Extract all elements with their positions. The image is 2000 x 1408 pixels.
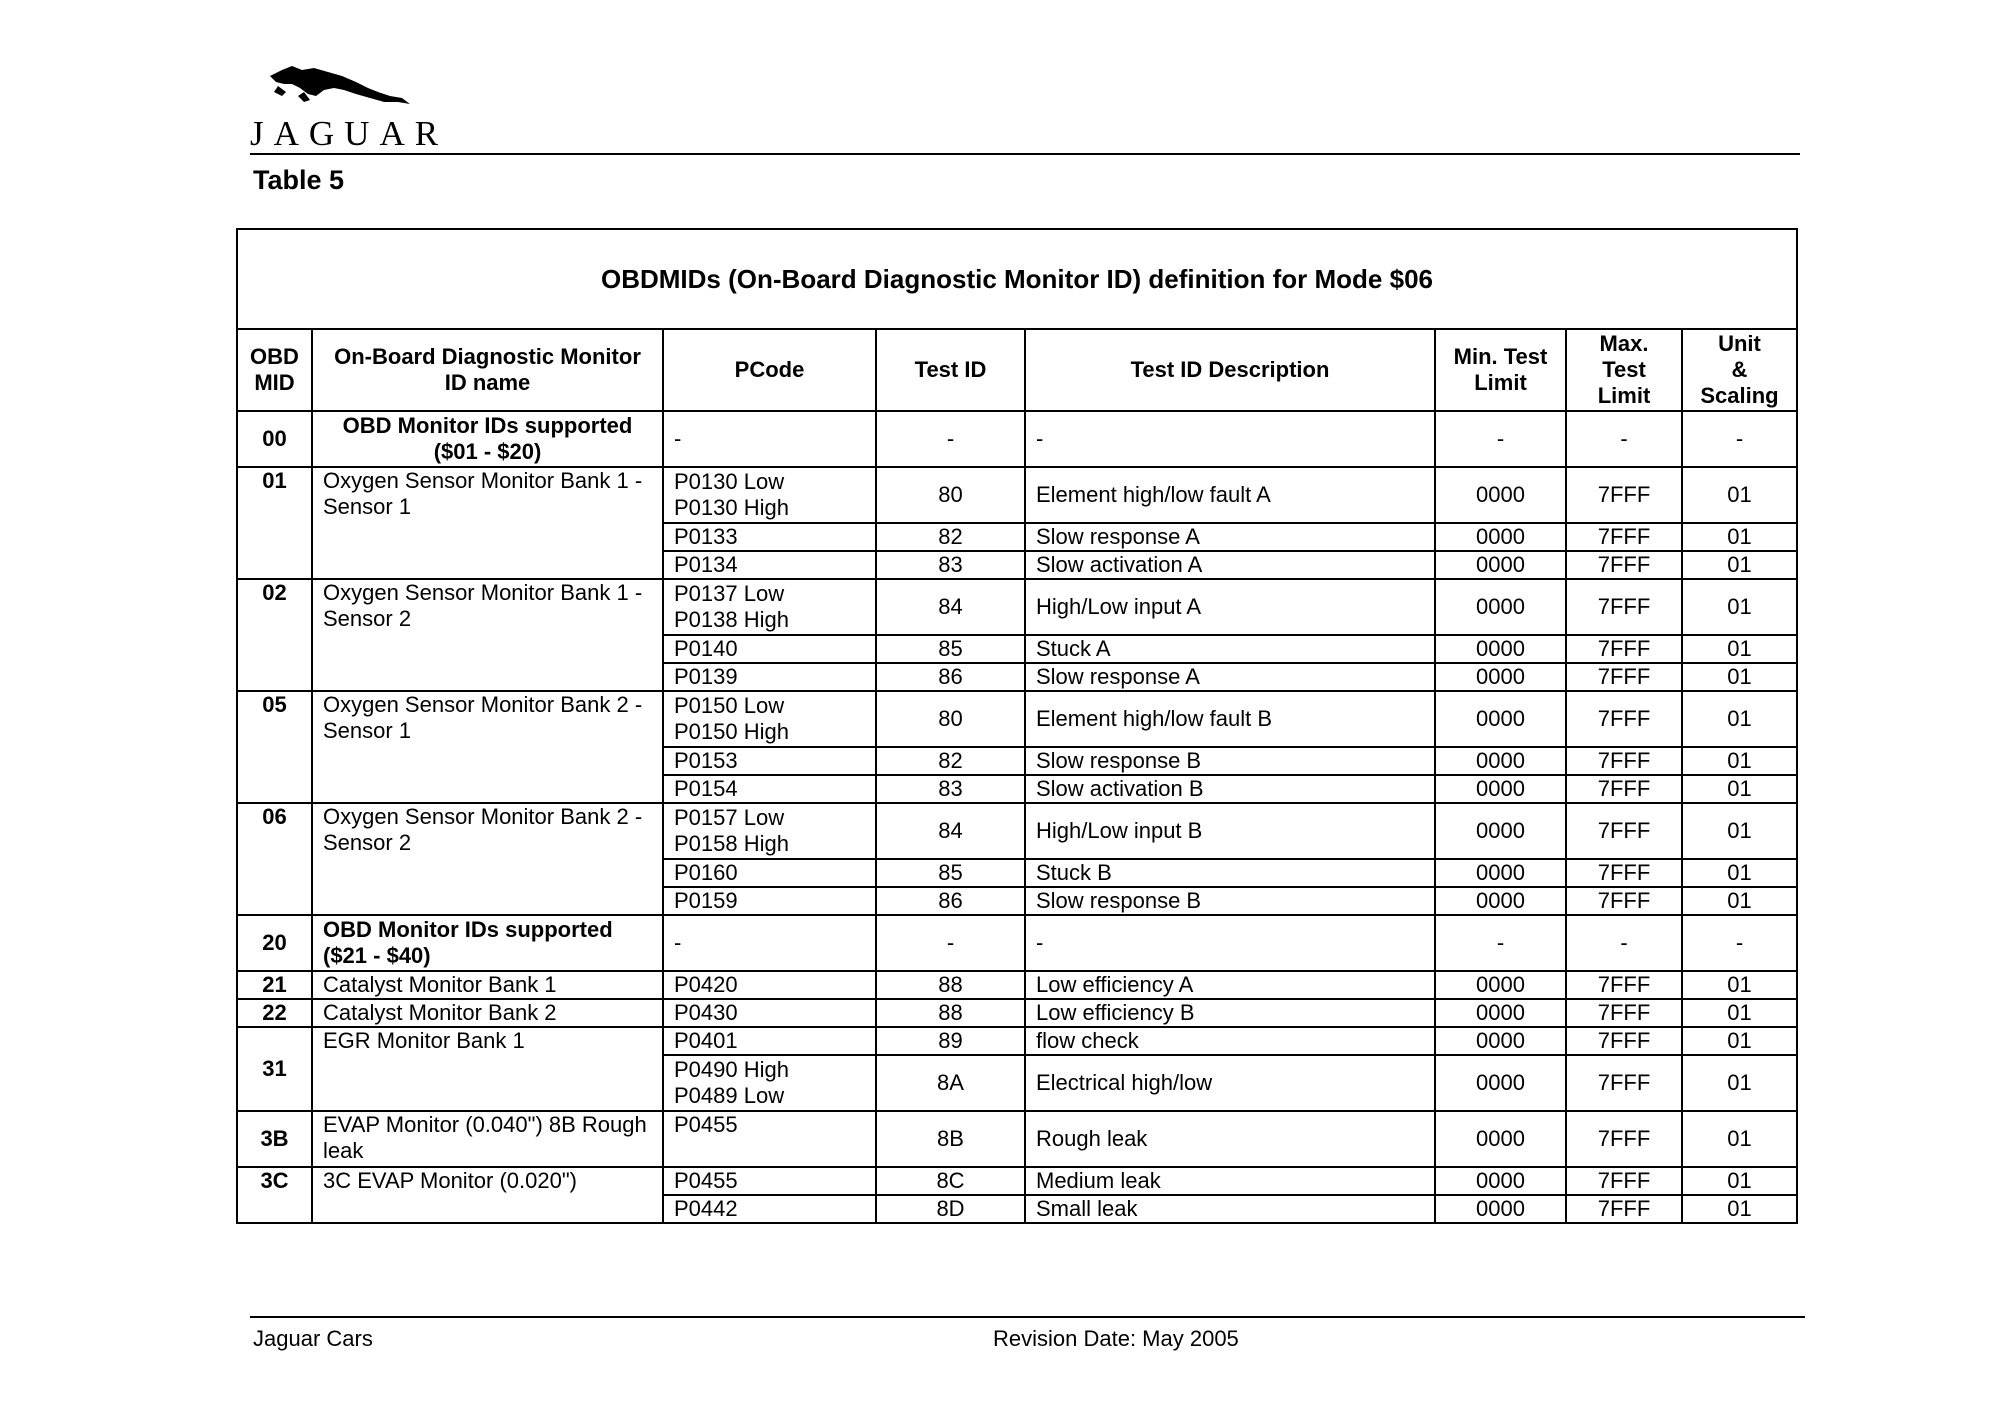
max-limit-cell: 7FFF bbox=[1566, 663, 1682, 691]
table-row bbox=[237, 1111, 1797, 1167]
monitor-name-cell: OBD Monitor IDs supported ($01 - $20) bbox=[312, 411, 663, 467]
unit-scaling-cell: 01 bbox=[1682, 1167, 1797, 1195]
pcode-cell: P0133 bbox=[663, 523, 876, 551]
test-desc-cell: Low efficiency A bbox=[1025, 971, 1435, 999]
unit-scaling-cell: 01 bbox=[1682, 887, 1797, 915]
test-id-cell: 86 bbox=[876, 887, 1025, 915]
footer-revision-date: Revision Date: May 2005 bbox=[993, 1326, 1239, 1351]
pcode-cell: P0442 bbox=[663, 1195, 876, 1223]
min-limit-cell: - bbox=[1435, 915, 1566, 971]
unit-scaling-cell: 01 bbox=[1682, 747, 1797, 775]
min-limit-cell: 0000 bbox=[1435, 747, 1566, 775]
obdmid-table bbox=[236, 228, 1798, 1224]
obd-mid-cell: 21 bbox=[237, 971, 312, 999]
pcode-cell: P0420 bbox=[663, 971, 876, 999]
obd-mid-cell: 3B bbox=[237, 1111, 312, 1167]
col-test-desc: Test ID Description bbox=[1025, 329, 1435, 411]
test-desc-cell: Slow response B bbox=[1025, 747, 1435, 775]
min-limit-cell: 0000 bbox=[1435, 1027, 1566, 1055]
test-desc-cell: High/Low input B bbox=[1025, 803, 1435, 859]
test-desc-cell: High/Low input A bbox=[1025, 579, 1435, 635]
test-desc-cell: Low efficiency B bbox=[1025, 999, 1435, 1027]
max-limit-cell: 7FFF bbox=[1566, 467, 1682, 523]
pcode-cell: P0455 bbox=[663, 1167, 876, 1195]
test-desc-cell: - bbox=[1025, 411, 1435, 467]
test-id-cell: 83 bbox=[876, 551, 1025, 579]
pcode-cell: P0134 bbox=[663, 551, 876, 579]
table-row bbox=[237, 691, 1797, 747]
test-desc-cell: Element high/low fault A bbox=[1025, 467, 1435, 523]
min-limit-cell: 0000 bbox=[1435, 579, 1566, 635]
test-desc-cell: Electrical high/low bbox=[1025, 1055, 1435, 1111]
pcode-cell: - bbox=[663, 411, 876, 467]
footer-company: Jaguar Cars bbox=[253, 1326, 373, 1351]
max-limit-cell: 7FFF bbox=[1566, 887, 1682, 915]
min-limit-cell: 0000 bbox=[1435, 551, 1566, 579]
pcode-cell: P0137 Low P0138 High bbox=[663, 579, 876, 635]
col-test-id: Test ID bbox=[876, 329, 1025, 411]
test-id-cell: 8B bbox=[876, 1111, 1025, 1167]
test-id-cell: 8C bbox=[876, 1167, 1025, 1195]
test-id-cell: - bbox=[876, 915, 1025, 971]
min-limit-cell: 0000 bbox=[1435, 691, 1566, 747]
pcode-cell: P0160 bbox=[663, 859, 876, 887]
test-id-cell: 84 bbox=[876, 803, 1025, 859]
monitor-name-cell: Catalyst Monitor Bank 2 bbox=[312, 999, 663, 1027]
header-rule bbox=[250, 153, 1800, 155]
test-id-cell: 8D bbox=[876, 1195, 1025, 1223]
max-limit-cell: 7FFF bbox=[1566, 1111, 1682, 1167]
max-limit-cell: 7FFF bbox=[1566, 579, 1682, 635]
test-desc-cell: Element high/low fault B bbox=[1025, 691, 1435, 747]
min-limit-cell: 0000 bbox=[1435, 1195, 1566, 1223]
obd-mid-cell: 06 bbox=[237, 803, 312, 915]
max-limit-cell: 7FFF bbox=[1566, 635, 1682, 663]
max-limit-cell: 7FFF bbox=[1566, 971, 1682, 999]
pcode-cell: P0159 bbox=[663, 887, 876, 915]
test-desc-cell: Medium leak bbox=[1025, 1167, 1435, 1195]
table-row bbox=[237, 971, 1797, 999]
leaping-jaguar-icon bbox=[264, 62, 414, 118]
max-limit-cell: 7FFF bbox=[1566, 1055, 1682, 1111]
table-row bbox=[237, 1027, 1797, 1055]
pcode-cell: P0154 bbox=[663, 775, 876, 803]
footer-rule bbox=[250, 1316, 1805, 1318]
unit-scaling-cell: 01 bbox=[1682, 1111, 1797, 1167]
test-desc-cell: Slow activation B bbox=[1025, 775, 1435, 803]
obd-mid-cell: 20 bbox=[237, 915, 312, 971]
max-limit-cell: 7FFF bbox=[1566, 803, 1682, 859]
pcode-cell: P0401 bbox=[663, 1027, 876, 1055]
test-id-cell: - bbox=[876, 411, 1025, 467]
test-id-cell: 80 bbox=[876, 691, 1025, 747]
obd-mid-cell: 01 bbox=[237, 467, 312, 579]
unit-scaling-cell: - bbox=[1682, 411, 1797, 467]
test-id-cell: 88 bbox=[876, 971, 1025, 999]
unit-scaling-cell: - bbox=[1682, 915, 1797, 971]
table-row bbox=[237, 579, 1797, 635]
pcode-cell: P0455 bbox=[663, 1111, 876, 1167]
pcode-cell: P0140 bbox=[663, 635, 876, 663]
monitor-name-cell: Catalyst Monitor Bank 1 bbox=[312, 971, 663, 999]
monitor-name-cell: 3C EVAP Monitor (0.020") bbox=[312, 1167, 663, 1223]
min-limit-cell: 0000 bbox=[1435, 1167, 1566, 1195]
pcode-cell: P0130 Low P0130 High bbox=[663, 467, 876, 523]
unit-scaling-cell: 01 bbox=[1682, 467, 1797, 523]
pcode-cell: P0430 bbox=[663, 999, 876, 1027]
max-limit-cell: - bbox=[1566, 411, 1682, 467]
pcode-cell: P0153 bbox=[663, 747, 876, 775]
test-desc-cell: Slow response A bbox=[1025, 663, 1435, 691]
obd-mid-cell: 00 bbox=[237, 411, 312, 467]
table-row bbox=[237, 999, 1797, 1027]
col-monitor-name: On-Board Diagnostic Monitor ID name bbox=[312, 329, 663, 411]
table-row bbox=[237, 1167, 1797, 1195]
min-limit-cell: 0000 bbox=[1435, 467, 1566, 523]
col-obd-mid: OBD MID bbox=[237, 329, 312, 411]
max-limit-cell: 7FFF bbox=[1566, 859, 1682, 887]
min-limit-cell: 0000 bbox=[1435, 859, 1566, 887]
min-limit-cell: 0000 bbox=[1435, 523, 1566, 551]
max-limit-cell: 7FFF bbox=[1566, 691, 1682, 747]
min-limit-cell: 0000 bbox=[1435, 1111, 1566, 1167]
obd-mid-cell: 22 bbox=[237, 999, 312, 1027]
unit-scaling-cell: 01 bbox=[1682, 551, 1797, 579]
test-desc-cell: Slow response B bbox=[1025, 887, 1435, 915]
col-min-limit: Min. Test Limit bbox=[1435, 329, 1566, 411]
col-pcode: PCode bbox=[663, 329, 876, 411]
min-limit-cell: 0000 bbox=[1435, 635, 1566, 663]
unit-scaling-cell: 01 bbox=[1682, 1027, 1797, 1055]
unit-scaling-cell: 01 bbox=[1682, 523, 1797, 551]
table-title: OBDMIDs (On-Board Diagnostic Monitor ID) definition for Mode $06 bbox=[237, 229, 1797, 329]
unit-scaling-cell: 01 bbox=[1682, 691, 1797, 747]
test-desc-cell: Stuck A bbox=[1025, 635, 1435, 663]
min-limit-cell: 0000 bbox=[1435, 971, 1566, 999]
table-caption: Table 5 bbox=[253, 165, 345, 195]
test-desc-cell: flow check bbox=[1025, 1027, 1435, 1055]
max-limit-cell: 7FFF bbox=[1566, 523, 1682, 551]
max-limit-cell: 7FFF bbox=[1566, 551, 1682, 579]
obd-mid-cell: 3C bbox=[237, 1167, 312, 1223]
test-desc-cell: Small leak bbox=[1025, 1195, 1435, 1223]
monitor-name-cell: OBD Monitor IDs supported ($21 - $40) bbox=[312, 915, 663, 971]
table-row bbox=[237, 411, 1797, 467]
min-limit-cell: 0000 bbox=[1435, 663, 1566, 691]
test-desc-cell: - bbox=[1025, 915, 1435, 971]
logo-wordmark: JAGUAR bbox=[250, 114, 449, 153]
obd-mid-cell: 02 bbox=[237, 579, 312, 691]
min-limit-cell: 0000 bbox=[1435, 803, 1566, 859]
min-limit-cell: - bbox=[1435, 411, 1566, 467]
test-id-cell: 86 bbox=[876, 663, 1025, 691]
unit-scaling-cell: 01 bbox=[1682, 971, 1797, 999]
max-limit-cell: - bbox=[1566, 915, 1682, 971]
unit-scaling-cell: 01 bbox=[1682, 579, 1797, 635]
unit-scaling-cell: 01 bbox=[1682, 859, 1797, 887]
test-id-cell: 84 bbox=[876, 579, 1025, 635]
test-id-cell: 85 bbox=[876, 859, 1025, 887]
unit-scaling-cell: 01 bbox=[1682, 775, 1797, 803]
pcode-cell: P0150 Low P0150 High bbox=[663, 691, 876, 747]
monitor-name-cell: Oxygen Sensor Monitor Bank 1 - Sensor 2 bbox=[312, 579, 663, 691]
min-limit-cell: 0000 bbox=[1435, 1055, 1566, 1111]
unit-scaling-cell: 01 bbox=[1682, 1055, 1797, 1111]
test-id-cell: 85 bbox=[876, 635, 1025, 663]
max-limit-cell: 7FFF bbox=[1566, 747, 1682, 775]
test-desc-cell: Stuck B bbox=[1025, 859, 1435, 887]
monitor-name-cell: Oxygen Sensor Monitor Bank 2 - Sensor 1 bbox=[312, 691, 663, 803]
pcode-cell: P0157 Low P0158 High bbox=[663, 803, 876, 859]
test-id-cell: 88 bbox=[876, 999, 1025, 1027]
unit-scaling-cell: 01 bbox=[1682, 999, 1797, 1027]
col-max-limit: Max. Test Limit bbox=[1566, 329, 1682, 411]
unit-scaling-cell: 01 bbox=[1682, 803, 1797, 859]
col-unit-scaling: Unit & Scaling bbox=[1682, 329, 1797, 411]
max-limit-cell: 7FFF bbox=[1566, 1195, 1682, 1223]
min-limit-cell: 0000 bbox=[1435, 775, 1566, 803]
test-desc-cell: Slow response A bbox=[1025, 523, 1435, 551]
max-limit-cell: 7FFF bbox=[1566, 999, 1682, 1027]
pcode-cell: P0139 bbox=[663, 663, 876, 691]
pcode-cell: P0490 High P0489 Low bbox=[663, 1055, 876, 1111]
monitor-name-cell: EVAP Monitor (0.040") 8B Rough leak bbox=[312, 1111, 663, 1167]
table-row bbox=[237, 803, 1797, 859]
table-row bbox=[237, 467, 1797, 523]
unit-scaling-cell: 01 bbox=[1682, 635, 1797, 663]
test-desc-cell: Rough leak bbox=[1025, 1111, 1435, 1167]
obd-mid-cell: 31 bbox=[237, 1027, 312, 1111]
monitor-name-cell: Oxygen Sensor Monitor Bank 2 - Sensor 2 bbox=[312, 803, 663, 915]
test-id-cell: 80 bbox=[876, 467, 1025, 523]
unit-scaling-cell: 01 bbox=[1682, 1195, 1797, 1223]
max-limit-cell: 7FFF bbox=[1566, 1027, 1682, 1055]
max-limit-cell: 7FFF bbox=[1566, 775, 1682, 803]
table-row bbox=[237, 915, 1797, 971]
jaguar-logo bbox=[250, 62, 449, 154]
test-id-cell: 82 bbox=[876, 747, 1025, 775]
test-desc-cell: Slow activation A bbox=[1025, 551, 1435, 579]
max-limit-cell: 7FFF bbox=[1566, 1167, 1682, 1195]
monitor-name-cell: EGR Monitor Bank 1 bbox=[312, 1027, 663, 1111]
test-id-cell: 82 bbox=[876, 523, 1025, 551]
header-row bbox=[237, 329, 1797, 411]
obd-mid-cell: 05 bbox=[237, 691, 312, 803]
test-id-cell: 8A bbox=[876, 1055, 1025, 1111]
pcode-cell: - bbox=[663, 915, 876, 971]
monitor-name-cell: Oxygen Sensor Monitor Bank 1 - Sensor 1 bbox=[312, 467, 663, 579]
min-limit-cell: 0000 bbox=[1435, 887, 1566, 915]
unit-scaling-cell: 01 bbox=[1682, 663, 1797, 691]
min-limit-cell: 0000 bbox=[1435, 999, 1566, 1027]
test-id-cell: 89 bbox=[876, 1027, 1025, 1055]
test-id-cell: 83 bbox=[876, 775, 1025, 803]
